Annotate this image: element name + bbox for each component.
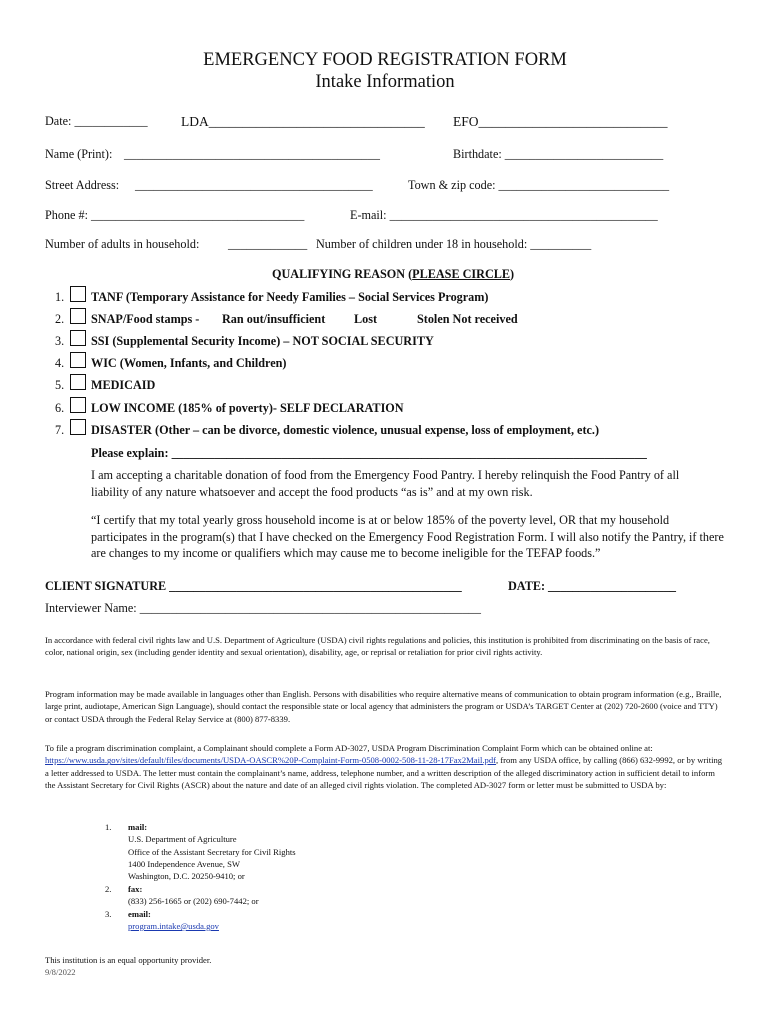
qualifying-heading: QUALIFYING REASON (PLEASE CIRCLE) — [272, 267, 515, 281]
email-field[interactable]: E-mail: ____________________________________________ — [350, 208, 658, 222]
children-field[interactable]: Number of children under 18 in household: __________ — [316, 237, 592, 251]
interviewer-name-field[interactable]: Interviewer Name: ________________________________________________________ — [45, 601, 481, 615]
name-field[interactable]: __________________________________________ — [124, 147, 380, 161]
checkbox-medicaid[interactable] — [70, 374, 86, 390]
mail-label: mail: — [128, 822, 148, 832]
email-number: 3. — [105, 909, 112, 919]
checkbox-snap[interactable] — [70, 308, 86, 324]
item-number: 3. — [55, 334, 65, 348]
signature-date-field[interactable]: DATE: _____________________ — [508, 579, 677, 593]
item-number: 1. — [55, 290, 65, 304]
item-number: 5. — [55, 378, 65, 392]
option-lost[interactable]: Lost — [354, 312, 378, 326]
birthdate-field[interactable]: Birthdate: __________________________ — [453, 147, 664, 161]
item-label-medicaid: MEDICAID — [91, 378, 156, 392]
option-ran-out[interactable]: Ran out/insufficient — [222, 312, 326, 326]
efo-field[interactable]: EFO____________________________ — [453, 114, 668, 129]
mail-line: Washington, D.C. 20250-9410; or — [128, 871, 245, 881]
mail-number: 1. — [105, 822, 112, 832]
fax-label: fax: — [128, 884, 143, 894]
equal-opportunity-statement: This institution is an equal opportunity provider. — [45, 955, 212, 965]
phone-field[interactable]: Phone #: ___________________________________ — [45, 208, 305, 222]
item-label-ssi: SSI (Supplemental Security Income) – NOT SOCIAL SECURITY — [91, 334, 434, 348]
checkbox-wic[interactable] — [70, 352, 86, 368]
street-label: Street Address: — [45, 178, 120, 192]
complaint-paragraph: To file a program discrimination complaint, a Complainant should complete a Form AD-3027, USDA Program Discrimination Complaint Form which can be obtained online at: https://www.usda.gov/sites/default/files/documents/USDA-OASCR%20P-Complaint-Form-0508-0002-508-11-28-17Fax2Mail.pdf, from any USDA office, by calling (866) 632-9992, or by writing a letter addressed to USDA. The letter must contain the complainant’s name, address, telephone number, and a written description of the alleged discriminatory action in sufficient detail to inform the Assistant Secretary for Civil Rights (ASCR) about the nature and date of an alleged civil rights violation. The completed AD-3027 form or letter must be submitted to USDA by: — [45, 743, 723, 790]
checkbox-tanf[interactable] — [70, 286, 86, 302]
option-stolen-not-received[interactable]: Stolen Not received — [417, 312, 518, 326]
checkbox-low-income[interactable] — [70, 397, 86, 413]
town-zip-field[interactable]: Town & zip code: ____________________________ — [408, 178, 670, 192]
adults-label: Number of adults in household: — [45, 237, 200, 251]
fax-line: (833) 256-1665 or (202) 690-7442; or — [128, 896, 259, 906]
certify-statement: “I certify that my total yearly gross household income is at or below 185% of the poverty level, OR that my household participates in the program(s) that I have checked on the Emergency Food Registration Form. I will also notify the Pantry, if there are changes to my income or qualifiers which may cause me to become ineligible for the TEFAP foods.” — [91, 513, 724, 560]
item-label-tanf: TANF (Temporary Assistance for Needy Families – Social Services Program) — [91, 290, 489, 304]
complaint-form-link[interactable]: https://www.usda.gov/sites/default/files/documents/USDA-OASCR%20P-Complaint-Form-0508-0002-508-11-28-17Fax2Mail.pdf — [45, 755, 496, 766]
adults-field[interactable]: _____________ — [228, 237, 308, 251]
item-number: 2. — [55, 312, 65, 326]
checkbox-ssi[interactable] — [70, 330, 86, 346]
item-number: 7. — [55, 423, 65, 437]
form-title: EMERGENCY FOOD REGISTRATION FORM — [203, 50, 567, 70]
checkbox-disaster[interactable] — [70, 419, 86, 435]
mail-line: U.S. Department of Agriculture — [128, 834, 237, 844]
donation-statement: I am accepting a charitable donation of food from the Emergency Food Pantry. I hereby relinquish the Food Pantry of all liability of any nature whatsoever and accept the food products “as is” and at my own risk. — [91, 468, 680, 499]
program-info-paragraph: Program information may be made available in languages other than English. Persons with disabilities who require alternative means of communication to obtain program information (e.g., Braille, large print, audiotape, American Sign Language), should contact the responsible state or local agency that administers the program or USDA’s TARGET Center at (202) 720-2600 (voice and TTY) or contact USDA through the Federal Relay Service at (800) 877-8339. — [45, 689, 722, 724]
item-label-snap: SNAP/Food stamps - — [91, 312, 200, 326]
item-number: 6. — [55, 401, 65, 415]
email-label: email: — [128, 909, 151, 919]
item-label-low-income: LOW INCOME (185% of poverty)- SELF DECLARATION — [91, 401, 404, 415]
form-subtitle: Intake Information — [315, 72, 455, 92]
usda-email-link[interactable]: program.intake@usda.gov — [128, 921, 219, 931]
mail-line: 1400 Independence Avenue, SW — [128, 859, 240, 869]
lda-field[interactable]: LDA________________________________ — [181, 114, 425, 129]
item-label-disaster: DISASTER (Other – can be divorce, domestic violence, unusual expense, loss of employment, etc.) — [91, 423, 600, 437]
mail-line: Office of the Assistant Secretary for Civil Rights — [128, 847, 296, 857]
please-explain-field[interactable]: Please explain: ______________________________________________________________________________ — [91, 446, 647, 460]
street-field[interactable]: _______________________________________ — [135, 178, 373, 192]
name-label: Name (Print): — [45, 147, 113, 161]
item-number: 4. — [55, 356, 65, 370]
date-field[interactable]: Date: ____________ — [45, 114, 148, 128]
fax-number: 2. — [105, 884, 112, 894]
item-label-wic: WIC (Women, Infants, and Children) — [91, 356, 287, 370]
civil-rights-paragraph: In accordance with federal civil rights law and U.S. Department of Agriculture (USDA) civil rights regulations and policies, this institution is prohibited from discriminating on the basis of race, color, national origin, sex (including gender identity and sexual orientation), disability, age, or reprisal or retaliation for prior civil rights activity. — [45, 635, 710, 658]
revision-date: 9/8/2022 — [45, 967, 76, 977]
client-signature-field[interactable]: CLIENT SIGNATURE ________________________________________________ — [45, 579, 462, 593]
